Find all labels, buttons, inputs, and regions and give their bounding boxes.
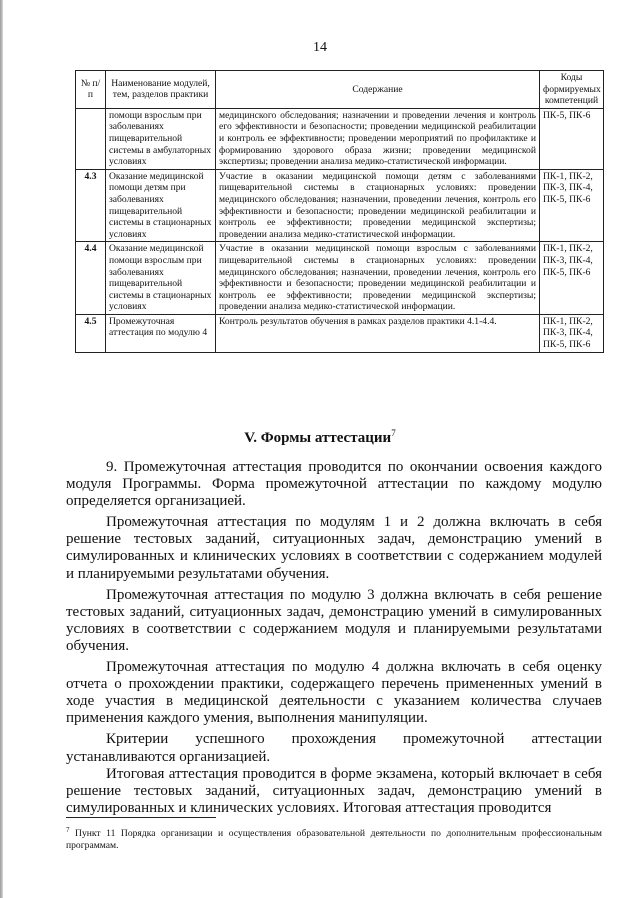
table-row bbox=[76, 108, 604, 169]
table-row bbox=[76, 242, 604, 315]
row-num: 4.3 bbox=[76, 169, 106, 242]
row-codes: ПК-1, ПК-2, ПК-3, ПК-4, ПК-5, ПК-6 bbox=[540, 169, 604, 242]
footnote-text: Пункт 11 Порядка организации и осуществления образовательной деятельности по дополнительным профессиональным программам. bbox=[66, 828, 602, 852]
row-num: 4.4 bbox=[76, 242, 106, 315]
section-title bbox=[0, 428, 640, 447]
section-title-text: V. Формы аттестации bbox=[244, 430, 392, 446]
row-module: Оказание медицинской помощи взрослым при заболеваниях пищеварительной системы в стационарных условиях bbox=[106, 242, 216, 315]
header-num: № п/п bbox=[76, 71, 106, 109]
row-num: 4.5 bbox=[76, 314, 106, 352]
paragraph: Промежуточная аттестация по модулю 3 должна включать в себя решение тестовых заданий, ситуационных задач, демонстрацию умений в симулированных условиях в соответствии с содержанием модуля и планируемыми результатами обучения. bbox=[66, 586, 602, 654]
paragraph: 9. Промежуточная аттестация проводится по окончании освоения каждого модуля Программы. Форма промежуточной аттестации по каждому модулю определяется организацией. bbox=[66, 459, 602, 510]
body-text bbox=[66, 459, 602, 821]
row-content: Участие в оказании медицинской помощи взрослым с заболеваниями пищеварительной системы в стационарных условиях: проведении медицинского обследования; назначении, проведении лечения, контроль его эффективности и безопасности; проведении медицинской реабилитации и контроль ее эффективности; проведении медицинской экспертизы; проведении анализа медико-статистической информации. bbox=[216, 242, 540, 315]
row-module: Оказание медицинской помощи детям при заболеваниях пищеварительной системы в стационарных условиях bbox=[106, 169, 216, 242]
header-module: Наименование модулей, тем, разделов практики bbox=[106, 71, 216, 109]
footnote-separator bbox=[66, 817, 216, 818]
row-content: Участие в оказании медицинской помощи детям с заболеваниями пищеварительной системы в стационарных условиях: проведении медицинского обследования; назначении, проведении лечения, контроль его эффективности и безопасности; проведении медицинской реабилитации и контроль ее эффективности; проведении медицинской экспертизы; проведении анализа медико-статистической информации. bbox=[216, 169, 540, 242]
paragraph: Критерии успешного прохождения промежуточной аттестации устанавливаются организацией. bbox=[66, 731, 602, 765]
row-num bbox=[76, 108, 106, 169]
paragraph: Итоговая аттестация проводится в форме экзамена, который включает в себя решение тестовых заданий, ситуационных задач, демонстрацию умений в симулированных и клинических условиях. Итоговая аттестация проводится bbox=[66, 765, 602, 816]
row-codes: ПК-5, ПК-6 bbox=[540, 108, 604, 169]
footnote bbox=[66, 824, 602, 852]
scan-edge bbox=[0, 0, 3, 898]
header-content: Содержание bbox=[216, 71, 540, 109]
footnote-mark: 7 bbox=[66, 826, 70, 834]
program-table bbox=[75, 70, 604, 353]
row-content: Контроль результатов обучения в рамках разделов практики 4.1-4.4. bbox=[216, 314, 540, 352]
row-codes: ПК-1, ПК-2, ПК-3, ПК-4, ПК-5, ПК-6 bbox=[540, 242, 604, 315]
row-module: помощи взрослым при заболеваниях пищеварительной системы в амбулаторных условиях bbox=[106, 108, 216, 169]
paragraph: Промежуточная аттестация по модулям 1 и 2 должна включать в себя решение тестовых заданий, ситуационных задач, демонстрацию умений в симулированных и клинических условиях в соответствии с содержанием модулей и планируемыми результатами обучения. bbox=[66, 514, 602, 582]
table-row bbox=[76, 314, 604, 352]
table-row bbox=[76, 169, 604, 242]
paragraph: Промежуточная аттестация по модулю 4 должна включать в себя оценку отчета о прохождении практики, содержащего перечень примененных умений в ходе участия в медицинской деятельности с указанием количества случаев применения каждого умения, выполнения манипуляции. bbox=[66, 659, 602, 727]
footnote-reference: 7 bbox=[391, 428, 396, 438]
page-number: 14 bbox=[313, 40, 327, 55]
row-content: медицинского обследования; назначении и проведении лечения и контроль его эффективности и безопасности; проведении медицинской реабилитации и контроль ее эффективности; проведении мероприятий по профилактике и формированию здорового образа жизни; проведении медицинской экспертизы; проведении анализа медико-статистической информации. bbox=[216, 108, 540, 169]
row-codes: ПК-1, ПК-2, ПК-3, ПК-4, ПК-5, ПК-6 bbox=[540, 314, 604, 352]
header-codes: Коды формируемых компетенций bbox=[540, 71, 604, 109]
table-header-row bbox=[76, 71, 604, 109]
row-module: Промежуточная аттестация по модулю 4 bbox=[106, 314, 216, 352]
